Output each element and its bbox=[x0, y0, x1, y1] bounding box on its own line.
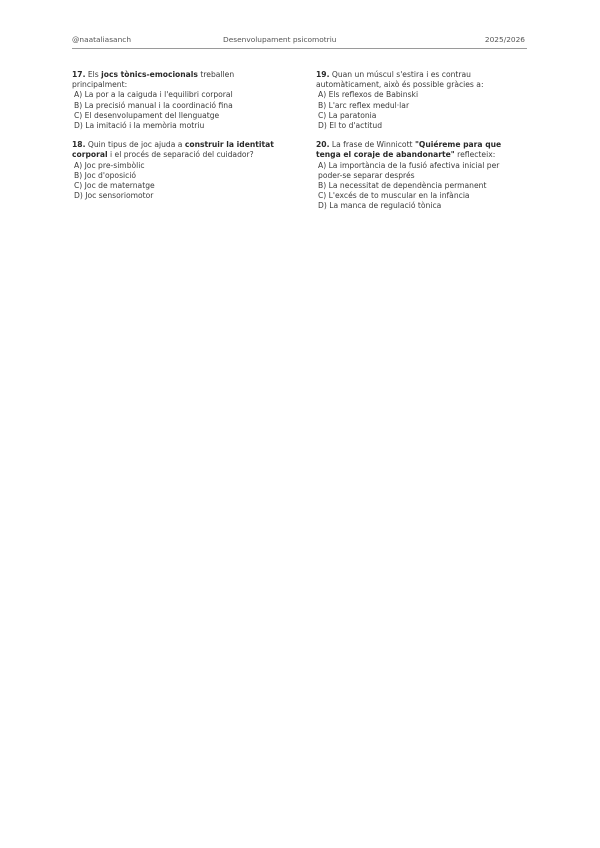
question-emphasis: construir la identitat corporal bbox=[72, 140, 274, 160]
question-17 bbox=[72, 70, 282, 131]
header-author: @naataliasanch bbox=[72, 35, 132, 44]
right-column bbox=[316, 70, 526, 221]
question-text-part: reflecteix: bbox=[454, 150, 496, 160]
header-subject: Desenvolupament psicomotriu bbox=[223, 35, 337, 44]
question-18 bbox=[72, 140, 282, 201]
option-a: A) Els reflexos de Babinski bbox=[318, 90, 419, 100]
option-b: B) La necessitat de dependència permanent bbox=[318, 181, 487, 191]
option-c: C) El desenvolupament del llenguatge bbox=[74, 110, 220, 120]
question-text bbox=[72, 70, 282, 90]
question-text-part: Quin tipus de joc ajuda a bbox=[85, 140, 185, 150]
left-column bbox=[72, 70, 282, 210]
option-d: D) El to d'actitud bbox=[318, 121, 383, 131]
option-c: C) La paratonia bbox=[318, 110, 377, 120]
question-20 bbox=[316, 140, 526, 211]
question-text bbox=[316, 140, 526, 160]
question-19 bbox=[316, 70, 526, 131]
option-b: B) L'arc reflex medul·lar bbox=[318, 100, 410, 110]
option-c: C) Joc de maternatge bbox=[74, 181, 155, 191]
question-text-part: Els bbox=[85, 70, 102, 79]
option-a: A) La importància de la fusió afectiva inicial per poder-se separar després bbox=[318, 160, 500, 180]
option-c: C) L'excés de to muscular en la infància bbox=[318, 191, 470, 201]
question-text bbox=[72, 140, 282, 160]
option-d: D) La imitació i la memòria motriu bbox=[74, 121, 205, 131]
question-number: 20. bbox=[316, 140, 330, 150]
option-a: A) La por a la caiguda i l'equilibri corporal bbox=[74, 90, 233, 100]
question-text-part: Quan un múscul s'estira i es contrau automàticament, això és possible gràcies a: bbox=[316, 70, 484, 90]
question-number: 18. bbox=[72, 140, 86, 150]
option-a: A) Joc pre-simbòlic bbox=[74, 160, 145, 170]
question-emphasis: "Quiéreme para que tenga el coraje de abandonarte" bbox=[316, 140, 502, 160]
question-number: 17. bbox=[72, 70, 86, 79]
option-d: D) Joc sensoriomotor bbox=[74, 191, 154, 201]
option-b: B) La precisió manual i la coordinació fina bbox=[74, 100, 233, 110]
question-text-part: La frase de Winnicott bbox=[329, 140, 415, 150]
header-year: 2025/2026 bbox=[484, 35, 525, 44]
question-emphasis: jocs tònics-emocionals bbox=[101, 70, 198, 79]
option-b: B) Joc d'oposició bbox=[74, 170, 137, 180]
question-text-part: treballen principalment: bbox=[72, 70, 235, 90]
option-d: D) La manca de regulació tònica bbox=[318, 201, 442, 211]
question-number: 19. bbox=[316, 70, 330, 79]
question-text-part: i el procés de separació del cuidador? bbox=[107, 150, 254, 160]
page-header bbox=[72, 34, 527, 49]
question-text bbox=[316, 70, 526, 90]
